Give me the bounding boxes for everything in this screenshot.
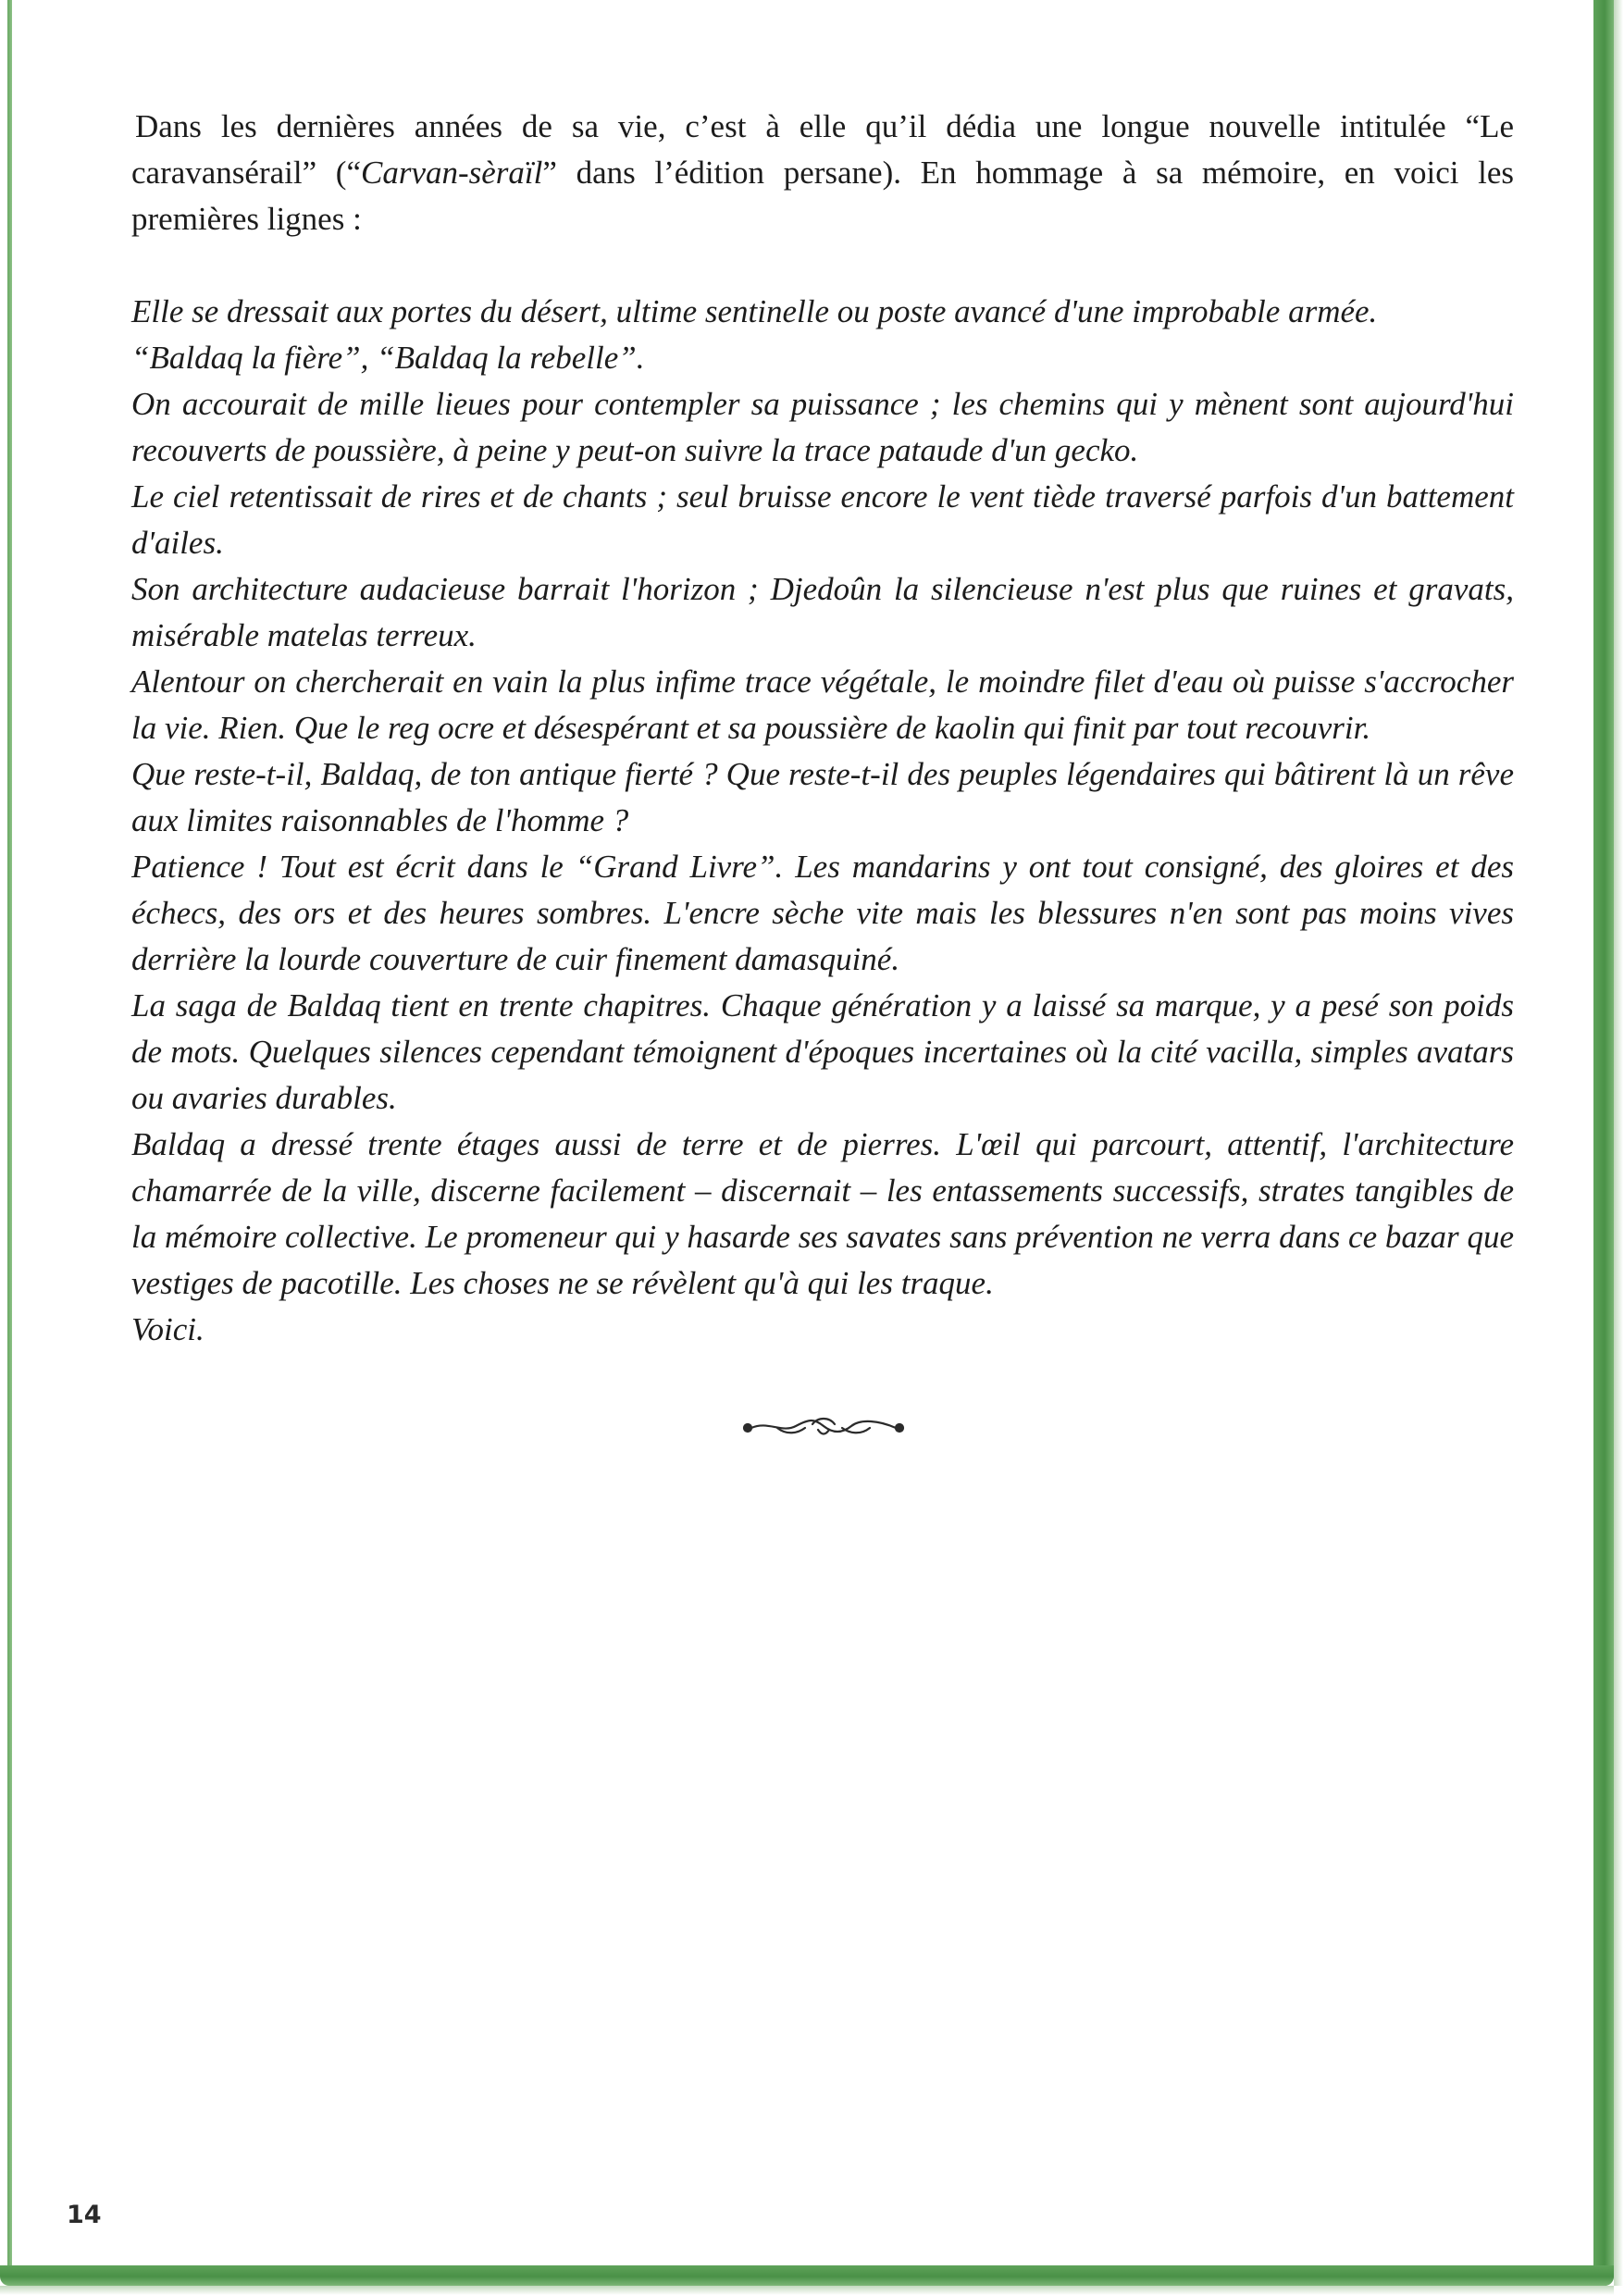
- excerpt-paragraph-final: Voici.: [131, 1311, 205, 1347]
- excerpt-paragraph: Alentour on chercherait en vain la plus infime trace végétale, le moindre filet d'eau où puisse s'accrocher la vie. Rien. Que le reg ocre et désespérant et sa poussière de kaolin qui finit par tout recouvrir.: [131, 664, 1514, 746]
- intro-title-italic: Carvan-sèraïl: [361, 155, 543, 191]
- page-content: [131, 104, 1514, 1353]
- page-border-left: [7, 0, 12, 2276]
- intro-text-end: ” dans l’édition persane). En hommage à sa mémoire, en voici les premières lignes :: [131, 155, 1515, 237]
- page-number: 14: [67, 2201, 102, 2229]
- excerpt-paragraph: Elle se dressait aux portes du désert, ultime sentinelle ou poste avancé d'une improbable armée.: [131, 293, 1378, 329]
- page-border-right: [1593, 0, 1614, 2286]
- excerpt-paragraph: “Baldaq la fière”, “Baldaq la rebelle”.: [131, 340, 645, 376]
- intro-text-start: Dans les dernières années de sa vie, c’est à elle qu’il dédia une longue nouvelle intitulée “Le caravansérail” (“: [131, 108, 1514, 191]
- excerpt-paragraph: Baldaq a dressé trente étages aussi de terre et de pierres. L'œil qui parcourt, attentif, l'architecture chamarrée de la ville, discerne facilement – discernait – les entassements successifs, strates tangibles de la mémoire collective. Le promeneur qui y hasarde ses savates sans prévention ne verra dans ce bazar que vestiges de pacotille. Les choses ne se révèlent qu'à qui les traque.: [131, 1126, 1514, 1301]
- excerpt-paragraph: La saga de Baldaq tient en trente chapitres. Chaque génération y a laissé sa marque, y a pesé son poids de mots. Quelques silences cependant témoignent d'époques incertaines où la cité vacilla, simples avatars ou avaries durables.: [131, 987, 1514, 1116]
- intro-paragraph: [131, 104, 1514, 242]
- page-border-bottom: [0, 2265, 1614, 2286]
- excerpt-paragraph: On accourait de mille lieues pour contempler sa puissance ; les chemins qui y mènent sont aujourd'hui recouverts de poussière, à peine y peut-on suivre la trace pataude d'un gecko.: [131, 386, 1514, 468]
- excerpt-paragraph: Que reste-t-il, Baldaq, de ton antique fierté ? Que reste-t-il des peuples légendaires qui bâtirent là un rêve aux limites raisonnables de l'homme ?: [131, 756, 1514, 838]
- fleuron-ornament-icon: [740, 1411, 907, 1439]
- novel-excerpt: [131, 289, 1514, 1353]
- excerpt-paragraph: Patience ! Tout est écrit dans le “Grand Livre”. Les mandarins y ont tout consigné, des gloires et des échecs, des ors et des heures sombres. L'encre sèche vite mais les blessures n'en sont pas moins vives derrière la lourde couverture de cuir finement damasquiné.: [131, 849, 1514, 977]
- excerpt-paragraph: Son architecture audacieuse barrait l'horizon ; Djedoûn la silencieuse n'est plus que ruines et gravats, misérable matelas terreux.: [131, 571, 1514, 653]
- excerpt-paragraph: Le ciel retentissait de rires et de chants ; seul bruisse encore le vent tiède traversé parfois d'un battement d'ailes.: [131, 478, 1514, 561]
